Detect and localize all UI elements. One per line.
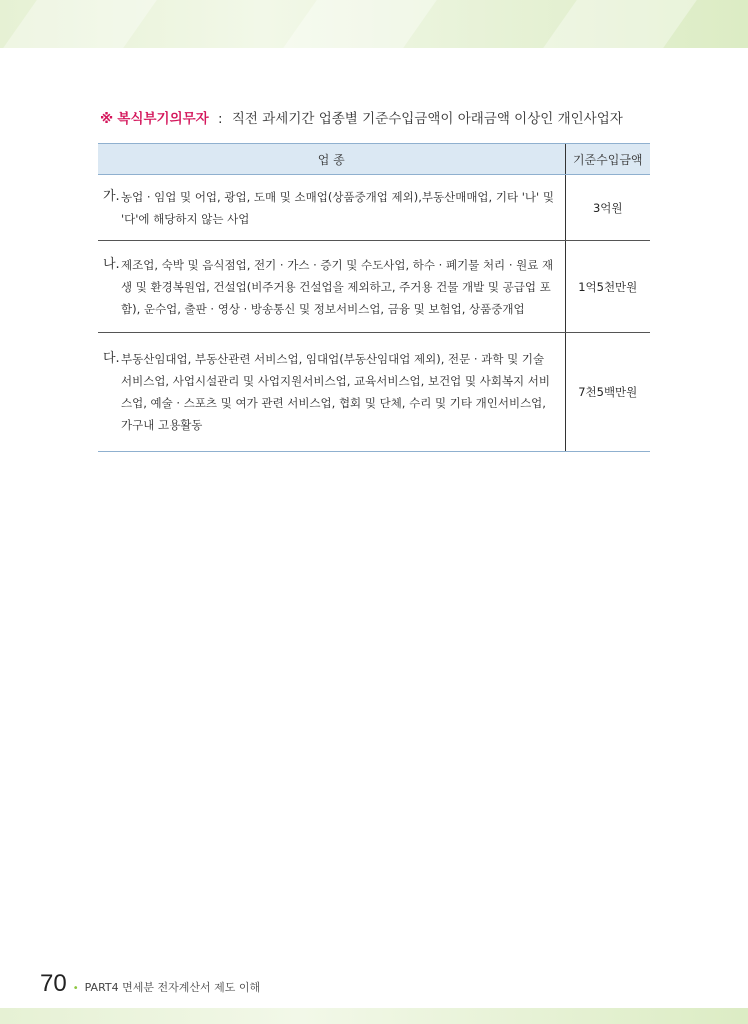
table-row [98, 241, 650, 333]
band-facet [3, 0, 157, 48]
page-number: 70 [40, 970, 67, 997]
industry-threshold-table [98, 143, 650, 452]
bullet-icon: • [72, 983, 79, 994]
amount-cell: 1억5천만원 [565, 241, 650, 333]
industry-cell [98, 175, 565, 241]
industry-text: 농업 · 임업 및 어업, 광업, 도매 및 소매업(상품중개업 제외),부동산매매업, 기타 '나' 및 '다'에 해당하지 않는 사업 [121, 189, 554, 226]
heading-label: 복식부기의무자 [117, 111, 209, 127]
page-footer [40, 970, 260, 998]
amount-cell: 7천5백만원 [565, 333, 650, 452]
header-amount: 기준수입금액 [565, 144, 650, 175]
heading-description: 직전 과세기간 업종별 기준수입금액이 아래금액 이상인 개인사업자 [231, 111, 623, 127]
table-row [98, 175, 650, 241]
industry-text: 부동산임대업, 부동산관련 서비스업, 임대업(부동산임대업 제외), 전문 · 과학 및 기술 서비스업, 사업시설관리 및 사업지원서비스업, 교육서비스업, 보건업 및 사회복지 서비스업, 예술 · 스포츠 및 여가 관련 서비스업, 협회 및 단체, 수리 및 기타 개인서비스업, 가구내 고용활동 [121, 352, 551, 432]
header-industry: 업 종 [98, 144, 565, 175]
industry-cell [98, 333, 565, 452]
section-heading [100, 107, 660, 127]
row-marker: 다. [103, 351, 120, 366]
section-title: PART4 면세분 전자계산서 제도 이해 [84, 981, 261, 994]
reference-mark-icon: ※ [100, 111, 114, 127]
top-decorative-band [0, 0, 748, 48]
amount-cell: 3억원 [565, 175, 650, 241]
band-facet [283, 0, 437, 48]
table-row [98, 333, 650, 452]
industry-text: 제조업, 숙박 및 음식점업, 전기 · 가스 · 증기 및 수도사업, 하수 · 폐기물 처리 · 원료 재생 및 환경복원업, 건설업(비주거용 건설업을 제외하고, 주거용 건물 개발 및 공급업 포함), 운수업, 출판 · 영상 · 방송통신 및 정보서비스업, 금융 및 보험업, 상품중개업 [121, 257, 554, 316]
row-marker: 가. [103, 188, 120, 204]
bottom-decorative-band [0, 1008, 748, 1024]
table-header-row [98, 144, 650, 175]
row-marker: 나. [103, 256, 120, 272]
band-facet [543, 0, 697, 48]
heading-colon: : [218, 111, 223, 127]
industry-cell [98, 241, 565, 333]
